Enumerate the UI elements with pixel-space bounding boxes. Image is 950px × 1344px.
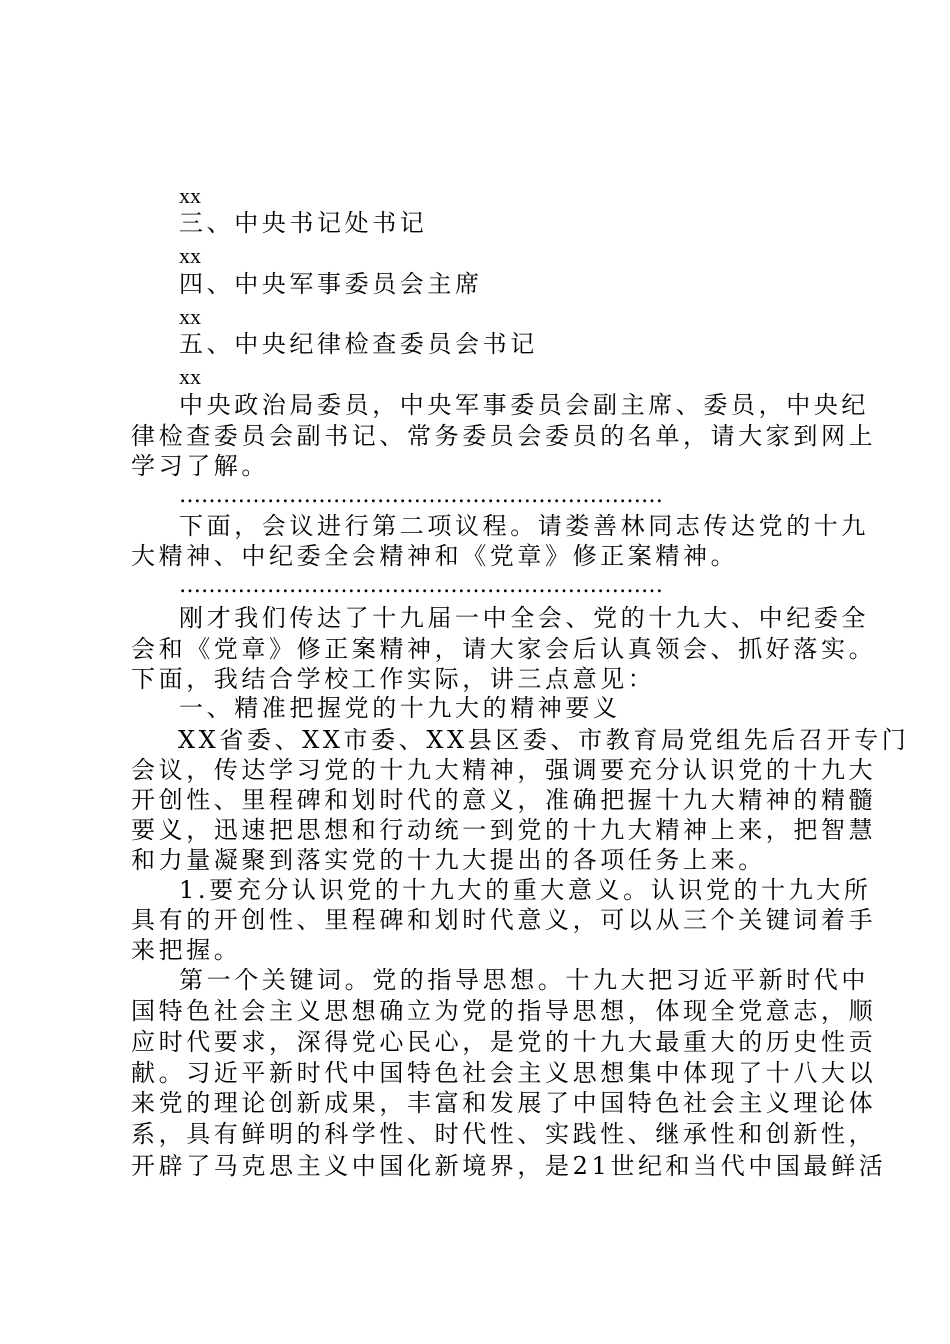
text-line: xx — [179, 183, 201, 208]
text-line: 开辟了马克思主义中国化新境界，是21世纪和当代中国最鲜活 — [131, 1152, 887, 1180]
text-line: 献。习近平新时代中国特色社会主义思想集中体现了十八大以 — [131, 1059, 877, 1087]
text-line: xx — [179, 243, 201, 268]
text-line: 开创性、里程碑和划时代的意义，准确把握十九大精神的精髓 — [131, 786, 877, 814]
text-line: 三、中央书记处书记 — [179, 209, 428, 237]
text-line: 要义，迅速把思想和行动统一到党的十九大精神上来，把智慧 — [131, 816, 877, 844]
text-line: 应时代要求，深得党心民心，是党的十九大最重大的历史性贡 — [131, 1028, 877, 1056]
text-line: 第一个关键词。党的指导思想。十九大把习近平新时代中 — [179, 966, 869, 994]
text-line: 和力量凝聚到落实党的十九大提出的各项任务上来。 — [131, 846, 766, 874]
text-line: 中央政治局委员，中央军事委员会副主席、委员，中央纪 — [179, 391, 869, 419]
text-line: XX省委、XX市委、XX县区委、市教育局党组先后召开专门 — [178, 726, 910, 754]
ellipsis-separator: ………………………………………………………… — [179, 573, 663, 598]
text-line: 下面，我结合学校工作实际，讲三点意见： — [131, 665, 656, 693]
text-line: 具有的开创性、里程碑和划时代意义，可以从三个关键词着手 — [131, 906, 877, 934]
text-line: 下面，会议进行第二项议程。请娄善林同志传达党的十九 — [179, 512, 869, 540]
text-line: xx — [179, 304, 201, 329]
text-line: 1.要充分认识党的十九大的重大意义。认识党的十九大所 — [179, 876, 872, 904]
text-line: 刚才我们传达了十九届一中全会、党的十九大、中纪委全 — [179, 604, 869, 632]
text-line: 大精神、中纪委全会精神和《党章》修正案精神。 — [131, 542, 739, 570]
text-line: 国特色社会主义思想确立为党的指导思想，体现全党意志，顺 — [131, 997, 877, 1025]
text-line: 系，具有鲜明的科学性、时代性、实践性、继承性和创新性， — [131, 1120, 877, 1148]
text-line: 五、中央纪律检查委员会书记 — [179, 330, 538, 358]
text-line: 四、中央军事委员会主席 — [179, 270, 483, 298]
text-line: 来党的理论创新成果，丰富和发展了中国特色社会主义理论体 — [131, 1089, 877, 1117]
text-line: xx — [179, 364, 201, 389]
section-heading: 一、精准把握党的十九大的精神要义 — [179, 694, 621, 722]
text-line: 会和《党章》修正案精神，请大家会后认真领会、抓好落实。 — [131, 635, 877, 663]
text-line: 学习了解。 — [131, 452, 269, 480]
text-line: 来把握。 — [131, 936, 242, 964]
text-line: 会议，传达学习党的十九大精神，强调要充分认识党的十九大 — [131, 756, 877, 784]
ellipsis-separator: ………………………………………………………… — [179, 483, 663, 508]
text-line: 律检查委员会副书记、常务委员会委员的名单，请大家到网上 — [131, 422, 877, 450]
